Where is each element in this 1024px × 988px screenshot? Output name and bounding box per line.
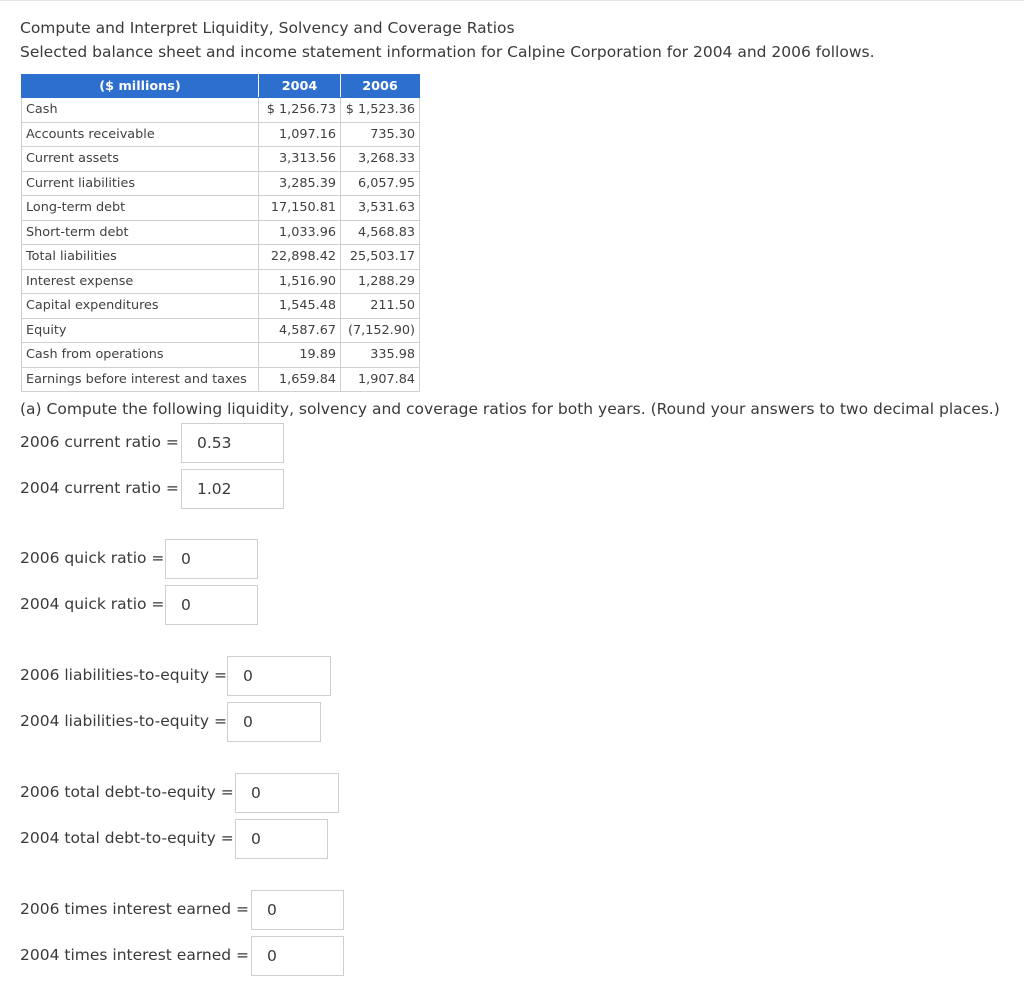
value-2004: 3,313.56 bbox=[259, 147, 341, 172]
value-2006: 335.98 bbox=[341, 343, 420, 368]
value-2006: 211.50 bbox=[341, 294, 420, 319]
times-interest-earned-2006-input[interactable] bbox=[251, 890, 344, 930]
value-2006: (7,152.90) bbox=[341, 318, 420, 343]
value-2006: 1,288.29 bbox=[341, 269, 420, 294]
table-row bbox=[22, 220, 420, 245]
liabilities-to-equity-2006-input[interactable] bbox=[227, 656, 331, 696]
times-interest-earned-2004-input[interactable] bbox=[251, 936, 344, 976]
value-2004: 3,285.39 bbox=[259, 171, 341, 196]
row-label: Current assets bbox=[22, 147, 259, 172]
table-row bbox=[22, 98, 420, 123]
row-label: Cash from operations bbox=[22, 343, 259, 368]
total-debt-to-equity-2006-label: 2006 total debt-to-equity = bbox=[20, 783, 234, 801]
page-title: Compute and Interpret Liquidity, Solvency and Coverage Ratios bbox=[20, 19, 515, 37]
row-label: Cash bbox=[22, 98, 259, 123]
value-2006: 4,568.83 bbox=[341, 220, 420, 245]
row-label: Earnings before interest and taxes bbox=[22, 367, 259, 392]
times-interest-earned-2004-label: 2004 times interest earned = bbox=[20, 946, 250, 964]
value-2004: 1,033.96 bbox=[259, 220, 341, 245]
value-2006: 735.30 bbox=[341, 122, 420, 147]
value-2006: $ 1,523.36 bbox=[341, 98, 420, 123]
value-2004: $ 1,256.73 bbox=[259, 98, 341, 123]
liabilities-to-equity-2004-label: 2004 liabilities-to-equity = bbox=[20, 712, 227, 730]
row-label: Current liabilities bbox=[22, 171, 259, 196]
value-2004: 19.89 bbox=[259, 343, 341, 368]
value-2006: 3,268.33 bbox=[341, 147, 420, 172]
row-label: Capital expenditures bbox=[22, 294, 259, 319]
table-row bbox=[22, 122, 420, 147]
current-ratio-2006-input[interactable] bbox=[181, 423, 284, 463]
table-row bbox=[22, 343, 420, 368]
financial-data-table bbox=[21, 74, 420, 392]
quick-ratio-2004-label: 2004 quick ratio = bbox=[20, 595, 165, 613]
row-label: Accounts receivable bbox=[22, 122, 259, 147]
total-debt-to-equity-2004-input[interactable] bbox=[235, 819, 328, 859]
row-label: Interest expense bbox=[22, 269, 259, 294]
value-2006: 6,057.95 bbox=[341, 171, 420, 196]
row-label: Equity bbox=[22, 318, 259, 343]
value-2004: 1,659.84 bbox=[259, 367, 341, 392]
total-debt-to-equity-2006-input[interactable] bbox=[235, 773, 339, 813]
table-row bbox=[22, 147, 420, 172]
column-header-label: ($ millions) bbox=[22, 75, 259, 98]
value-2004: 22,898.42 bbox=[259, 245, 341, 270]
current-ratio-2004-input[interactable] bbox=[181, 469, 284, 509]
quick-ratio-2006-label: 2006 quick ratio = bbox=[20, 549, 165, 567]
value-2004: 4,587.67 bbox=[259, 318, 341, 343]
table-row bbox=[22, 318, 420, 343]
times-interest-earned-2006-label: 2006 times interest earned = bbox=[20, 900, 250, 918]
row-label: Long-term debt bbox=[22, 196, 259, 221]
top-divider bbox=[0, 0, 1024, 1]
column-header-2006: 2006 bbox=[341, 75, 420, 98]
total-debt-to-equity-2004-label: 2004 total debt-to-equity = bbox=[20, 829, 234, 847]
quick-ratio-2006-input[interactable] bbox=[165, 539, 258, 579]
table-row bbox=[22, 294, 420, 319]
value-2004: 1,516.90 bbox=[259, 269, 341, 294]
table-row bbox=[22, 171, 420, 196]
value-2004: 1,097.16 bbox=[259, 122, 341, 147]
table-header-row bbox=[22, 75, 420, 98]
value-2004: 1,545.48 bbox=[259, 294, 341, 319]
page-subtitle: Selected balance sheet and income statement information for Calpine Corporation for 2004 and 2006 follows. bbox=[20, 43, 875, 61]
table-row bbox=[22, 245, 420, 270]
table-row bbox=[22, 367, 420, 392]
quick-ratio-2004-input[interactable] bbox=[165, 585, 258, 625]
table-row bbox=[22, 269, 420, 294]
liabilities-to-equity-2004-input[interactable] bbox=[227, 702, 321, 742]
value-2006: 25,503.17 bbox=[341, 245, 420, 270]
liabilities-to-equity-2006-label: 2006 liabilities-to-equity = bbox=[20, 666, 227, 684]
table-row bbox=[22, 196, 420, 221]
row-label: Total liabilities bbox=[22, 245, 259, 270]
value-2006: 1,907.84 bbox=[341, 367, 420, 392]
current-ratio-2006-label: 2006 current ratio = bbox=[20, 433, 179, 451]
question-text: (a) Compute the following liquidity, solvency and coverage ratios for both years. (Round your answers to two decimal places.) bbox=[20, 400, 1000, 418]
column-header-2004: 2004 bbox=[259, 75, 341, 98]
current-ratio-2004-label: 2004 current ratio = bbox=[20, 479, 179, 497]
value-2004: 17,150.81 bbox=[259, 196, 341, 221]
row-label: Short-term debt bbox=[22, 220, 259, 245]
value-2006: 3,531.63 bbox=[341, 196, 420, 221]
